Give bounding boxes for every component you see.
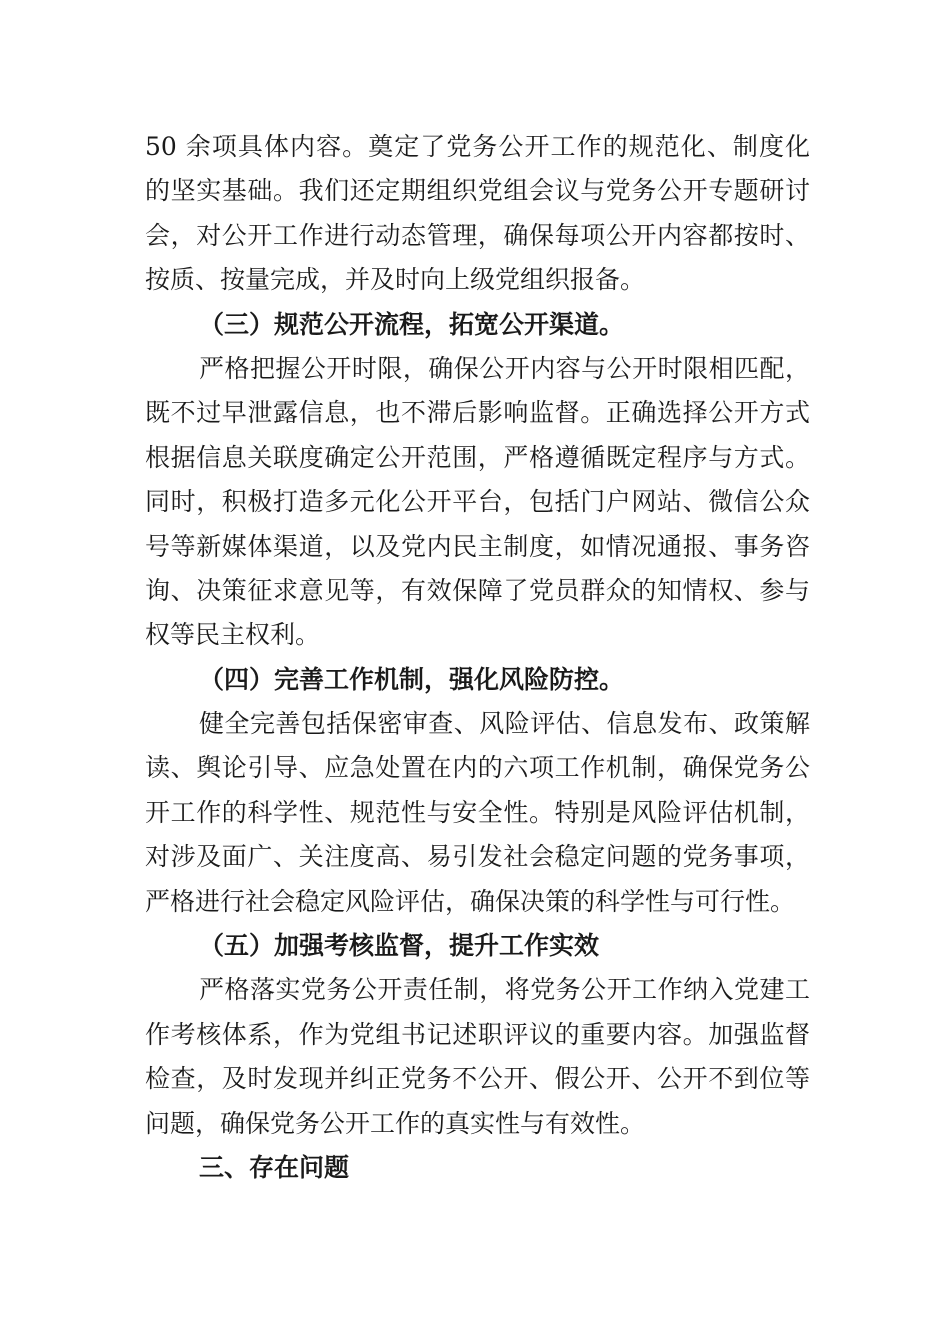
body-line: 检查，及时发现并纠正党务不公开、假公开、公开不到位等 [145,1064,810,1094]
body-line: 的坚实基础。我们还定期组织党组会议与党务公开专题研讨 [145,176,810,206]
body-line: 根据信息关联度确定公开范围，严格遵循既定程序与方式。 [145,442,810,472]
subheading: （四）完善工作机制，强化风险防控。 [199,664,625,694]
document-body [145,125,810,1190]
section-title: 三、存在问题 [199,1152,350,1182]
body-line: 严格把握公开时限，确保公开内容与公开时限相匹配， [199,353,810,383]
body-line: 50 余项具体内容。奠定了党务公开工作的规范化、制度化 [145,132,810,161]
body-line: 询、决策征求意见等，有效保障了党员群众的知情权、参与 [145,575,810,605]
body-line: 会，对公开工作进行动态管理，确保每项公开内容都按时、 [145,220,810,250]
body-line: 严格进行社会稳定风险评估，确保决策的科学性与可行性。 [145,886,796,916]
body-line: 读、舆论引导、应急处置在内的六项工作机制，确保党务公 [145,753,810,783]
subheading: （五）加强考核监督，提升工作实效 [199,931,600,961]
body-line: 严格落实党务公开责任制，将党务公开工作纳入党建工 [199,975,810,1005]
body-line: 既不过早泄露信息，也不滞后影响监督。正确选择公开方式 [145,398,810,428]
body-line: 对涉及面广、关注度高、易引发社会稳定问题的党务事项， [145,842,810,872]
body-line: 号等新媒体渠道，以及党内民主制度，如情况通报、事务咨 [145,531,810,561]
subheading: （三）规范公开流程，拓宽公开渠道。 [199,309,625,339]
body-line: 健全完善包括保密审查、风险评估、信息发布、政策解 [199,709,810,739]
body-line: 按质、按量完成，并及时向上级党组织报备。 [145,265,646,295]
body-line: 作考核体系，作为党组书记述职评议的重要内容。加强监督 [145,1019,810,1049]
body-line: 权等民主权利。 [145,620,321,650]
body-line: 同时，积极打造多元化公开平台，包括门户网站、微信公众 [145,487,810,517]
body-line: 问题，确保党务公开工作的真实性与有效性。 [145,1108,646,1138]
body-line: 开工作的科学性、规范性与安全性。特别是风险评估机制， [145,797,810,827]
